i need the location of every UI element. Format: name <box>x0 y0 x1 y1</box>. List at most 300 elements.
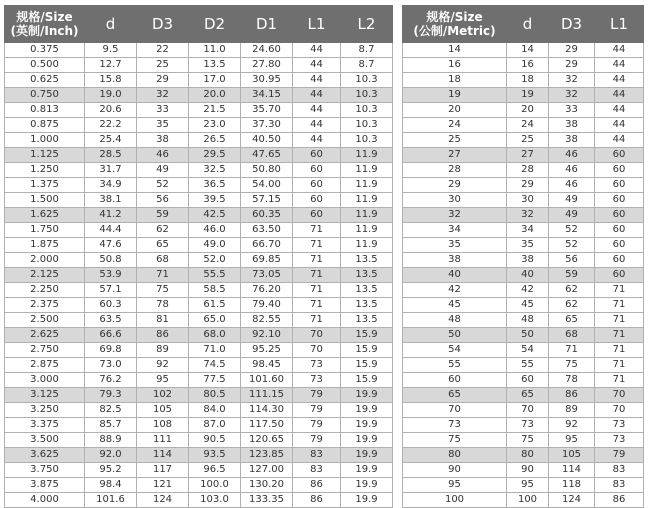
metric-table-cell: 71 <box>595 358 644 373</box>
metric-table-cell: 35 <box>507 238 549 253</box>
inch-table-body <box>5 43 393 508</box>
inch-table-row <box>5 493 393 508</box>
metric-table-cell: 65 <box>549 313 595 328</box>
inch-table-cell: 8.7 <box>341 43 393 58</box>
inch-table-cell: 32.5 <box>189 163 241 178</box>
inch-table-cell: 82.5 <box>85 403 137 418</box>
inch-table-cell: 60.35 <box>241 208 293 223</box>
inch-table-cell: 40.50 <box>241 133 293 148</box>
inch-table-cell: 42.5 <box>189 208 241 223</box>
inch-table-cell: 80.5 <box>189 388 241 403</box>
inch-table-cell: 86 <box>137 328 189 343</box>
inch-table-cell: 27.80 <box>241 58 293 73</box>
inch-table-cell: 86 <box>293 478 341 493</box>
inch-table-row <box>5 328 393 343</box>
inch-table-cell: 65 <box>137 238 189 253</box>
inch-table-cell: 3.125 <box>5 388 85 403</box>
metric-table-cell: 44 <box>595 58 644 73</box>
inch-table-cell: 71 <box>293 253 341 268</box>
metric-table-cell: 71 <box>595 343 644 358</box>
inch-table-cell: 60 <box>293 178 341 193</box>
metric-table-row <box>403 253 644 268</box>
metric-table-cell: 90 <box>507 463 549 478</box>
inch-table-cell: 15.9 <box>341 373 393 388</box>
inch-table-cell: 28.5 <box>85 148 137 163</box>
metric-table-cell: 75 <box>403 433 507 448</box>
inch-table-row <box>5 88 393 103</box>
inch-col-header-d: d <box>85 6 137 43</box>
inch-table-cell: 11.9 <box>341 148 393 163</box>
inch-table-cell: 44 <box>293 103 341 118</box>
inch-table-cell: 19.9 <box>341 463 393 478</box>
metric-table-cell: 44 <box>595 103 644 118</box>
inch-table-cell: 1.125 <box>5 148 85 163</box>
inch-table-cell: 25.4 <box>85 133 137 148</box>
inch-table-row <box>5 478 393 493</box>
inch-table-row <box>5 58 393 73</box>
metric-table-cell: 60 <box>595 223 644 238</box>
metric-table-cell: 73 <box>595 418 644 433</box>
inch-table-cell: 8.7 <box>341 58 393 73</box>
metric-table-cell: 60 <box>595 253 644 268</box>
metric-table-row <box>403 208 644 223</box>
inch-table-cell: 3.625 <box>5 448 85 463</box>
inch-table-row <box>5 118 393 133</box>
inch-table-cell: 76.20 <box>241 283 293 298</box>
metric-table-cell: 75 <box>549 358 595 373</box>
inch-table-cell: 56 <box>137 193 189 208</box>
metric-table-row <box>403 88 644 103</box>
inch-table-row <box>5 358 393 373</box>
inch-table-cell: 36.5 <box>189 178 241 193</box>
metric-table-cell: 118 <box>549 478 595 493</box>
metric-table-cell: 60 <box>595 268 644 283</box>
inch-table-cell: 59 <box>137 208 189 223</box>
inch-table-cell: 121 <box>137 478 189 493</box>
metric-table-cell: 65 <box>403 388 507 403</box>
inch-table-row <box>5 343 393 358</box>
inch-table-row <box>5 103 393 118</box>
metric-table-body <box>403 43 644 508</box>
metric-table-row <box>403 73 644 88</box>
inch-table-cell: 90.5 <box>189 433 241 448</box>
inch-table-cell: 3.375 <box>5 418 85 433</box>
inch-table-cell: 49.0 <box>189 238 241 253</box>
inch-table-cell: 71.0 <box>189 343 241 358</box>
metric-table-cell: 29 <box>507 178 549 193</box>
inch-table-cell: 2.875 <box>5 358 85 373</box>
inch-table-row <box>5 208 393 223</box>
inch-table-cell: 60 <box>293 148 341 163</box>
metric-table-cell: 49 <box>549 208 595 223</box>
inch-table-cell: 79.3 <box>85 388 137 403</box>
inch-table-row <box>5 373 393 388</box>
metric-table-cell: 71 <box>595 313 644 328</box>
inch-table-cell: 73 <box>293 373 341 388</box>
inch-table-cell: 11.9 <box>341 163 393 178</box>
inch-table-cell: 1.000 <box>5 133 85 148</box>
metric-table-cell: 95 <box>403 478 507 493</box>
inch-table-cell: 2.625 <box>5 328 85 343</box>
metric-table-cell: 52 <box>549 238 595 253</box>
inch-table-row <box>5 193 393 208</box>
inch-table-cell: 96.5 <box>189 463 241 478</box>
metric-table-row <box>403 103 644 118</box>
metric-table-cell: 24 <box>403 118 507 133</box>
metric-table-cell: 35 <box>403 238 507 253</box>
metric-table-cell: 30 <box>507 193 549 208</box>
metric-table-row <box>403 358 644 373</box>
inch-table-cell: 92.0 <box>85 448 137 463</box>
inch-table-cell: 19.9 <box>341 433 393 448</box>
metric-table-cell: 60 <box>595 148 644 163</box>
inch-table-cell: 71 <box>293 238 341 253</box>
inch-table-cell: 120.65 <box>241 433 293 448</box>
metric-table-cell: 60 <box>507 373 549 388</box>
metric-table-cell: 70 <box>403 403 507 418</box>
inch-table-cell: 102 <box>137 388 189 403</box>
metric-table-cell: 29 <box>549 58 595 73</box>
inch-table-cell: 31.7 <box>85 163 137 178</box>
inch-table-cell: 37.30 <box>241 118 293 133</box>
metric-table-row <box>403 313 644 328</box>
inch-table-cell: 13.5 <box>341 283 393 298</box>
inch-table-cell: 79 <box>293 433 341 448</box>
inch-table-cell: 9.5 <box>85 43 137 58</box>
metric-table-cell: 60 <box>595 163 644 178</box>
inch-table-cell: 13.5 <box>341 298 393 313</box>
metric-table-cell: 32 <box>549 88 595 103</box>
inch-table-cell: 1.375 <box>5 178 85 193</box>
metric-col-header-d: d <box>507 6 549 43</box>
inch-table-cell: 19.9 <box>341 493 393 508</box>
inch-table-cell: 2.125 <box>5 268 85 283</box>
inch-table-cell: 70 <box>293 328 341 343</box>
metric-table-cell: 60 <box>403 373 507 388</box>
inch-table-cell: 88.9 <box>85 433 137 448</box>
metric-table-cell: 50 <box>403 328 507 343</box>
inch-table-cell: 79 <box>293 403 341 418</box>
metric-table-cell: 44 <box>595 118 644 133</box>
inch-table-cell: 15.9 <box>341 358 393 373</box>
inch-col-header-d2: D2 <box>189 6 241 43</box>
metric-table-cell: 14 <box>507 43 549 58</box>
metric-table-cell: 20 <box>507 103 549 118</box>
metric-size-header-line1: 规格/Size <box>426 10 483 24</box>
metric-table-cell: 38 <box>549 133 595 148</box>
metric-table-cell: 62 <box>549 283 595 298</box>
metric-table-cell: 71 <box>595 298 644 313</box>
inch-table-cell: 11.9 <box>341 223 393 238</box>
inch-table-cell: 111.15 <box>241 388 293 403</box>
inch-table-cell: 63.50 <box>241 223 293 238</box>
metric-col-header-d3: D3 <box>549 6 595 43</box>
inch-table-cell: 85.7 <box>85 418 137 433</box>
metric-table-cell: 62 <box>549 298 595 313</box>
metric-table-cell: 32 <box>403 208 507 223</box>
inch-size-column-header <box>5 6 85 43</box>
metric-table-cell: 32 <box>549 73 595 88</box>
metric-table-cell: 38 <box>549 118 595 133</box>
inch-table-cell: 100.0 <box>189 478 241 493</box>
metric-table-cell: 50 <box>507 328 549 343</box>
inch-table-cell: 71 <box>293 313 341 328</box>
metric-table-cell: 48 <box>403 313 507 328</box>
metric-table-cell: 114 <box>549 463 595 478</box>
inch-table-cell: 0.813 <box>5 103 85 118</box>
inch-table-cell: 71 <box>293 223 341 238</box>
inch-table-row <box>5 178 393 193</box>
metric-table-cell: 124 <box>549 493 595 508</box>
inch-table-cell: 83 <box>293 448 341 463</box>
inch-table-cell: 71 <box>137 268 189 283</box>
metric-table-cell: 27 <box>403 148 507 163</box>
inch-table-cell: 49 <box>137 163 189 178</box>
metric-size-column-header <box>403 6 507 43</box>
metric-table-row <box>403 373 644 388</box>
inch-table-cell: 0.375 <box>5 43 85 58</box>
inch-table-cell: 30.95 <box>241 73 293 88</box>
inch-table-row <box>5 73 393 88</box>
inch-table-cell: 73.05 <box>241 268 293 283</box>
inch-table-cell: 10.3 <box>341 73 393 88</box>
inch-table-cell: 15.9 <box>341 328 393 343</box>
inch-table-cell: 47.6 <box>85 238 137 253</box>
metric-table-cell: 32 <box>507 208 549 223</box>
metric-table-cell: 54 <box>507 343 549 358</box>
inch-table-cell: 33 <box>137 103 189 118</box>
inch-table-cell: 11.0 <box>189 43 241 58</box>
metric-table-cell: 46 <box>549 163 595 178</box>
metric-table-cell: 38 <box>507 253 549 268</box>
inch-table-cell: 60.3 <box>85 298 137 313</box>
metric-table-cell: 49 <box>549 193 595 208</box>
inch-table-cell: 71 <box>293 283 341 298</box>
inch-table-cell: 75 <box>137 283 189 298</box>
metric-table-cell: 90 <box>403 463 507 478</box>
inch-table-cell: 11.9 <box>341 193 393 208</box>
inch-table-cell: 41.2 <box>85 208 137 223</box>
metric-table-cell: 16 <box>507 58 549 73</box>
inch-table-cell: 79 <box>293 418 341 433</box>
inch-table-cell: 58.5 <box>189 283 241 298</box>
inch-table-cell: 77.5 <box>189 373 241 388</box>
metric-table-row <box>403 193 644 208</box>
inch-table-row <box>5 253 393 268</box>
inch-table-cell: 2.500 <box>5 313 85 328</box>
inch-table-cell: 10.3 <box>341 88 393 103</box>
inch-table-row <box>5 433 393 448</box>
metric-table-cell: 71 <box>595 373 644 388</box>
inch-table-cell: 13.5 <box>341 313 393 328</box>
metric-table-row <box>403 388 644 403</box>
inch-table-cell: 52 <box>137 178 189 193</box>
metric-table-row <box>403 268 644 283</box>
metric-table-cell: 55 <box>507 358 549 373</box>
metric-table-header-row <box>403 6 644 43</box>
inch-table-cell: 11.9 <box>341 178 393 193</box>
metric-table-cell: 70 <box>507 403 549 418</box>
metric-table-cell: 40 <box>403 268 507 283</box>
metric-table-row <box>403 463 644 478</box>
inch-table-cell: 66.70 <box>241 238 293 253</box>
inch-table-cell: 69.8 <box>85 343 137 358</box>
metric-table-row <box>403 223 644 238</box>
metric-table-cell: 30 <box>403 193 507 208</box>
inch-table-cell: 11.9 <box>341 238 393 253</box>
metric-table-cell: 60 <box>595 238 644 253</box>
metric-table-cell: 45 <box>507 298 549 313</box>
metric-table-cell: 25 <box>403 133 507 148</box>
inch-table-cell: 4.000 <box>5 493 85 508</box>
inch-table-cell: 82.55 <box>241 313 293 328</box>
metric-table-cell: 44 <box>595 43 644 58</box>
metric-table-cell: 18 <box>507 73 549 88</box>
metric-table-cell: 71 <box>595 283 644 298</box>
inch-table-cell: 66.6 <box>85 328 137 343</box>
inch-table-cell: 0.750 <box>5 88 85 103</box>
metric-col-header-l1: L1 <box>595 6 644 43</box>
metric-table-row <box>403 493 644 508</box>
metric-table-row <box>403 448 644 463</box>
inch-table-cell: 123.85 <box>241 448 293 463</box>
metric-table-cell: 60 <box>595 178 644 193</box>
metric-table-row <box>403 478 644 493</box>
inch-table-cell: 89 <box>137 343 189 358</box>
inch-table-cell: 29 <box>137 73 189 88</box>
inch-table-cell: 50.8 <box>85 253 137 268</box>
metric-table-cell: 92 <box>549 418 595 433</box>
inch-table-cell: 101.6 <box>85 493 137 508</box>
metric-table-cell: 73 <box>507 418 549 433</box>
metric-table-row <box>403 163 644 178</box>
inch-table-cell: 65.0 <box>189 313 241 328</box>
inch-table-cell: 13.5 <box>341 268 393 283</box>
inch-table-header-row <box>5 6 393 43</box>
metric-table-cell: 60 <box>595 208 644 223</box>
metric-table-row <box>403 298 644 313</box>
inch-table-cell: 19.9 <box>341 448 393 463</box>
metric-table-row <box>403 433 644 448</box>
inch-table-cell: 10.3 <box>341 103 393 118</box>
inch-table-cell: 20.6 <box>85 103 137 118</box>
inch-table-cell: 19.9 <box>341 403 393 418</box>
inch-size-table <box>4 5 393 508</box>
inch-table-cell: 73.0 <box>85 358 137 373</box>
metric-table-cell: 20 <box>403 103 507 118</box>
metric-table-cell: 71 <box>595 328 644 343</box>
metric-table-cell: 73 <box>403 418 507 433</box>
inch-table-cell: 124 <box>137 493 189 508</box>
metric-size-table <box>402 5 644 508</box>
inch-table-cell: 114 <box>137 448 189 463</box>
inch-table-cell: 44 <box>293 73 341 88</box>
metric-table-row <box>403 283 644 298</box>
metric-table-row <box>403 403 644 418</box>
inch-table-cell: 21.5 <box>189 103 241 118</box>
inch-table-cell: 86 <box>293 493 341 508</box>
inch-table-cell: 23.0 <box>189 118 241 133</box>
metric-table-cell: 34 <box>403 223 507 238</box>
inch-table-cell: 0.500 <box>5 58 85 73</box>
inch-table-row <box>5 133 393 148</box>
metric-table-cell: 55 <box>403 358 507 373</box>
inch-table-cell: 101.60 <box>241 373 293 388</box>
inch-table-cell: 35.70 <box>241 103 293 118</box>
metric-table-cell: 38 <box>403 253 507 268</box>
inch-table-cell: 10.3 <box>341 133 393 148</box>
inch-table-row <box>5 388 393 403</box>
metric-table-cell: 40 <box>507 268 549 283</box>
inch-table-cell: 10.3 <box>341 118 393 133</box>
metric-table-cell: 56 <box>549 253 595 268</box>
metric-table-cell: 80 <box>507 448 549 463</box>
inch-table-cell: 44 <box>293 58 341 73</box>
inch-table-cell: 79.40 <box>241 298 293 313</box>
metric-table-cell: 105 <box>549 448 595 463</box>
inch-table-cell: 34.9 <box>85 178 137 193</box>
inch-table-cell: 57.1 <box>85 283 137 298</box>
inch-table-cell: 105 <box>137 403 189 418</box>
metric-table-cell: 34 <box>507 223 549 238</box>
inch-table-cell: 69.85 <box>241 253 293 268</box>
inch-table-cell: 38 <box>137 133 189 148</box>
metric-table-cell: 28 <box>403 163 507 178</box>
metric-table-row <box>403 133 644 148</box>
metric-table-cell: 100 <box>403 493 507 508</box>
inch-table-row <box>5 403 393 418</box>
inch-table-cell: 83 <box>293 463 341 478</box>
inch-table-cell: 71 <box>293 298 341 313</box>
metric-table-cell: 46 <box>549 148 595 163</box>
inch-table-cell: 44 <box>293 43 341 58</box>
inch-table-cell: 1.750 <box>5 223 85 238</box>
metric-table-cell: 42 <box>403 283 507 298</box>
inch-table-cell: 95.2 <box>85 463 137 478</box>
metric-table-cell: 25 <box>507 133 549 148</box>
metric-table-cell: 46 <box>549 178 595 193</box>
inch-table-cell: 22.2 <box>85 118 137 133</box>
inch-col-header-l1: L1 <box>293 6 341 43</box>
inch-table-row <box>5 238 393 253</box>
inch-table-row <box>5 268 393 283</box>
metric-table-row <box>403 118 644 133</box>
inch-table-cell: 117 <box>137 463 189 478</box>
metric-table-cell: 54 <box>403 343 507 358</box>
inch-table-cell: 1.250 <box>5 163 85 178</box>
inch-table-row <box>5 283 393 298</box>
metric-table-cell: 80 <box>403 448 507 463</box>
inch-table-cell: 13.5 <box>189 58 241 73</box>
inch-table-cell: 50.80 <box>241 163 293 178</box>
inch-table-cell: 44 <box>293 133 341 148</box>
metric-table-cell: 29 <box>549 43 595 58</box>
inch-table-cell: 44 <box>293 118 341 133</box>
metric-table-cell: 68 <box>549 328 595 343</box>
metric-table-cell: 70 <box>595 403 644 418</box>
inch-table-cell: 57.15 <box>241 193 293 208</box>
inch-table-cell: 81 <box>137 313 189 328</box>
metric-table-row <box>403 328 644 343</box>
metric-table-cell: 18 <box>403 73 507 88</box>
inch-table-cell: 84.0 <box>189 403 241 418</box>
inch-table-cell: 15.8 <box>85 73 137 88</box>
inch-table-cell: 78 <box>137 298 189 313</box>
inch-table-cell: 71 <box>293 268 341 283</box>
inch-table-cell: 93.5 <box>189 448 241 463</box>
inch-size-header-line2: (英制/Inch) <box>10 24 79 38</box>
inch-table-cell: 74.5 <box>189 358 241 373</box>
